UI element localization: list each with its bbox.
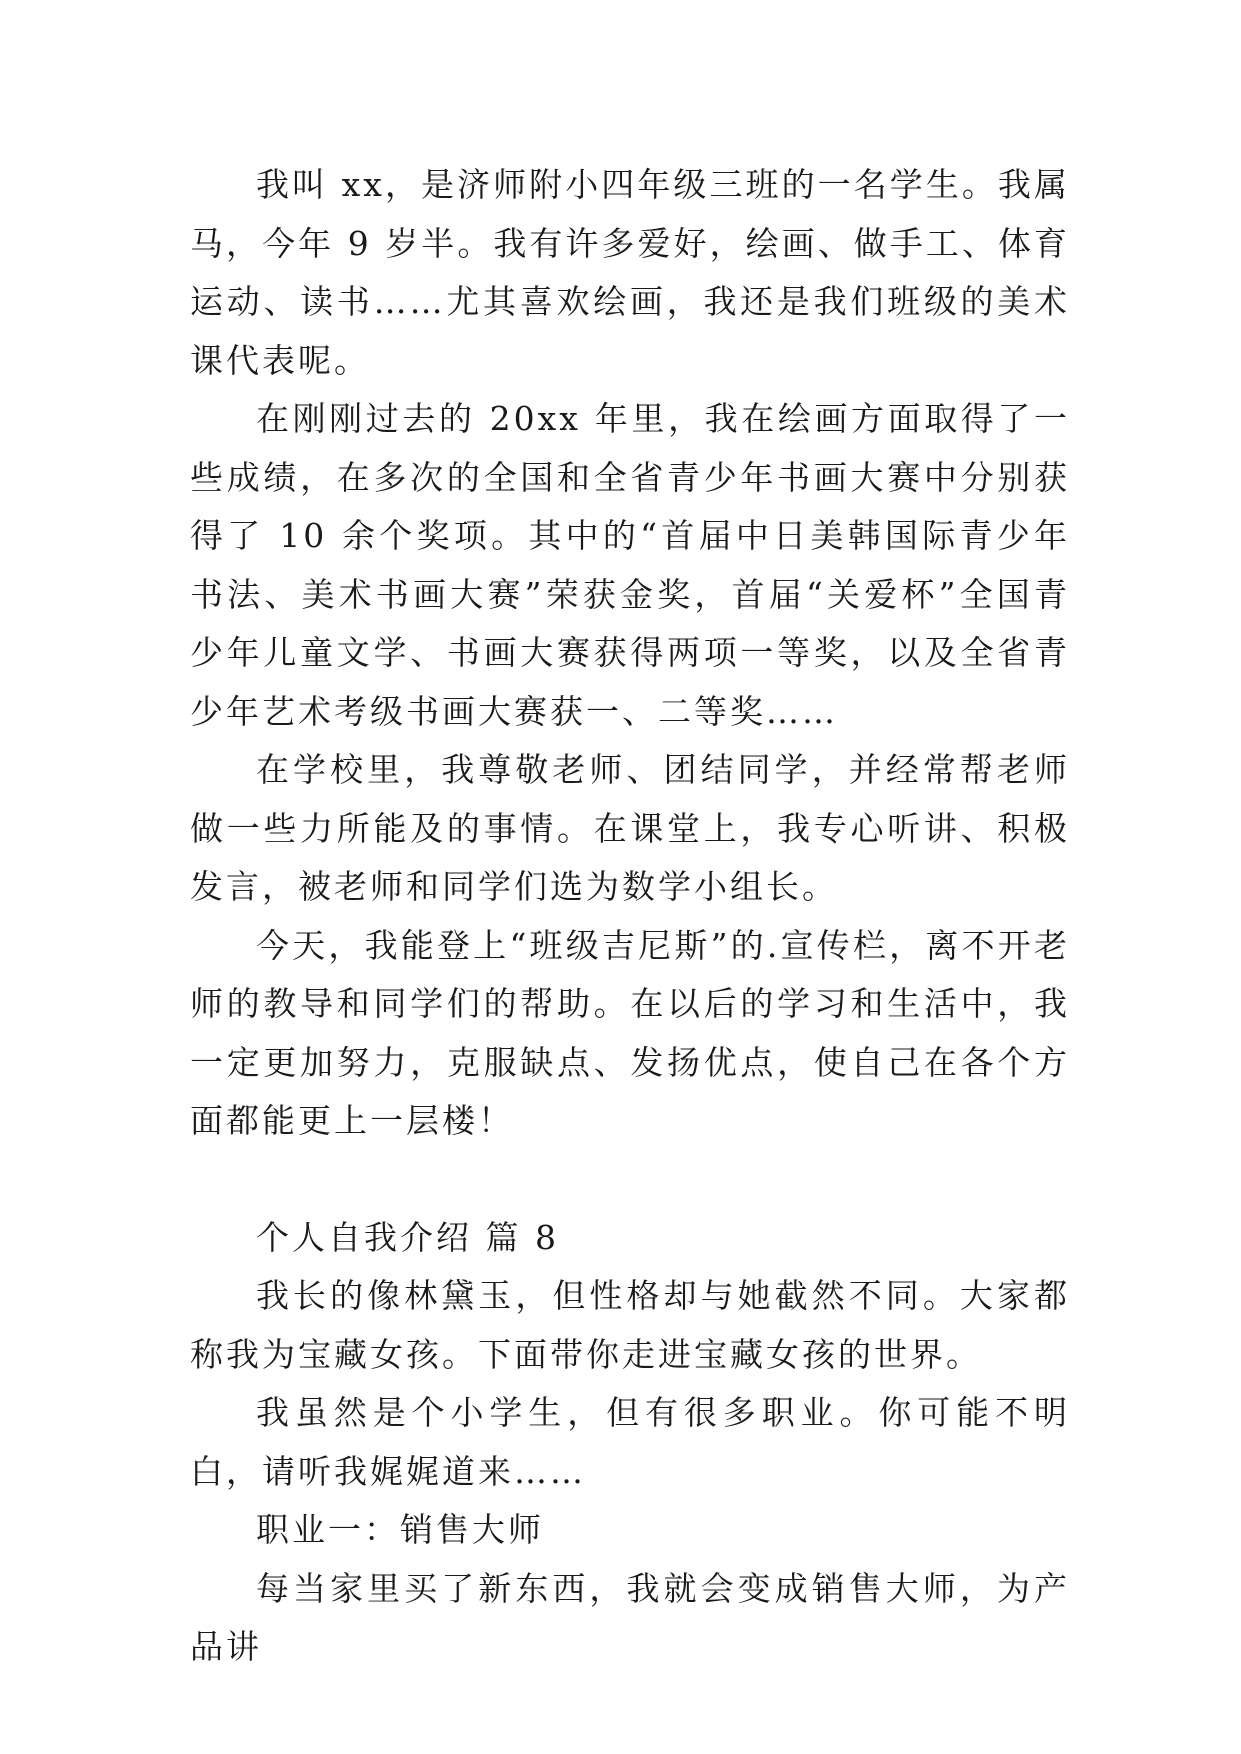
paragraph-conclusion: 今天，我能登上“班级吉尼斯”的.宣传栏，离不开老师的教导和同学们的帮助。在以后的学习和生活中，我一定更加努力，克服缺点、发扬优点，使自己在各个方面都能更上一层楼！	[190, 925, 1070, 1140]
paragraph-treasure-girl: 我长的像林黛玉，但性格却与她截然不同。大家都称我为宝藏女孩。下面带你走进宝藏女孩的世界。	[190, 1276, 1070, 1374]
paragraph-intro: 我叫 xx，是济师附小四年级三班的一名学生。我属马，今年 9 岁半。我有许多爱好，绘画、做手工、体育运动、读书……尤其喜欢绘画，我还是我们班级的美术课代表呢。	[190, 165, 1070, 380]
paragraph-professions: 我虽然是个小学生，但有很多职业。你可能不明白，请听我娓娓道来……	[190, 1393, 1070, 1491]
profession-one-heading: 职业一：销售大师	[256, 1510, 544, 1549]
paragraph-sales: 每当家里买了新东西，我就会变成销售大师，为产品讲	[190, 1568, 1070, 1666]
document-body	[190, 156, 1070, 1677]
paragraph-awards: 在刚刚过去的 20xx 年里，我在绘画方面取得了一些成绩，在多次的全国和全省青少年书画大赛中分别获得了 10 余个奖项。其中的“首届中日美韩国际青少年书法、美术书画大赛”荣获金奖，首届“关爱杯”全国青少年儿童文学、书画大赛获得两项一等奖，以及全省青少年艺术考级书画大赛获一、二等奖……	[190, 399, 1070, 731]
paragraph-school: 在学校里，我尊敬老师、团结同学，并经常帮老师做一些力所能及的事情。在课堂上，我专心听讲、积极发言，被老师和同学们选为数学小组长。	[190, 750, 1070, 906]
section-heading: 个人自我介绍 篇 8	[256, 1217, 559, 1257]
